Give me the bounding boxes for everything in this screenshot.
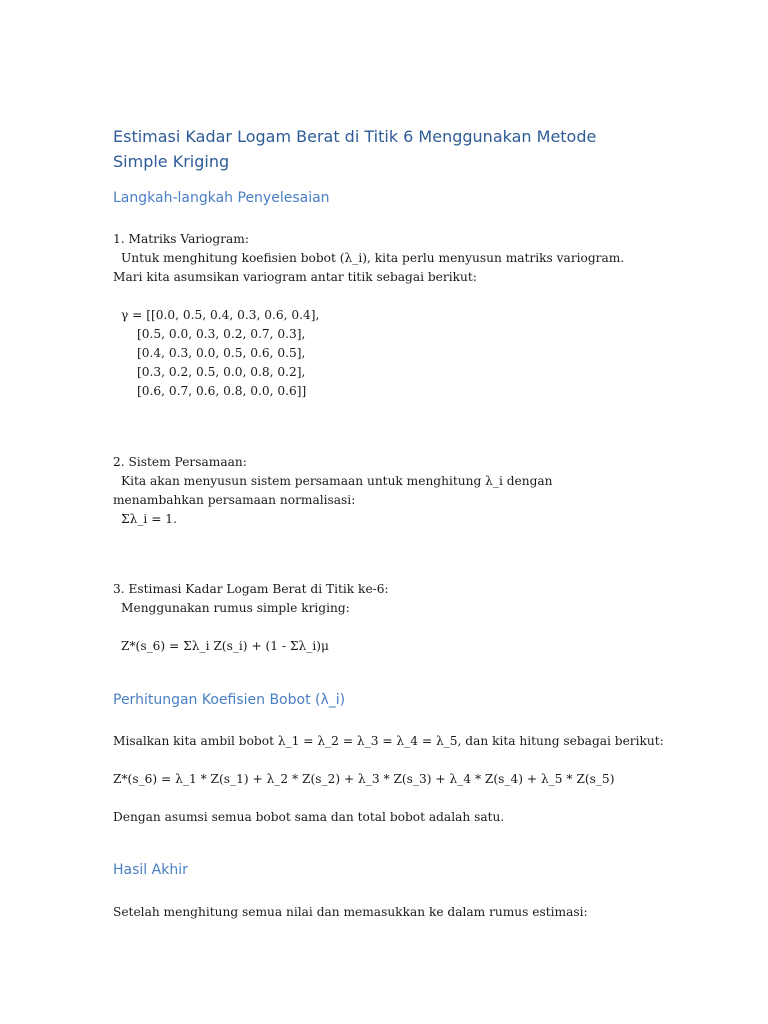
matrix-row-1: γ = [[0.0, 0.5, 0.4, 0.3, 0.6, 0.4], — [121, 308, 320, 322]
weights-p1: Misalkan kita ambil bobot λ_1 = λ_2 = λ_3 = λ_4 = λ_5, dan kita hitung sebagai berikut: — [113, 734, 664, 748]
heading-steps: Langkah-langkah Penyelesaian — [113, 190, 330, 206]
heading-result: Hasil Akhir — [113, 862, 188, 878]
heading-weights: Perhitungan Koefisien Bobot (λ_i) — [113, 692, 346, 708]
weights-p2: Z*(s_6) = λ_1 * Z(s_1) + λ_2 * Z(s_2) + λ_3 * Z(s_3) + λ_4 * Z(s_4) + λ_5 * Z(s_5) — [113, 772, 615, 786]
matrix-row-5: [0.6, 0.7, 0.6, 0.8, 0.0, 0.6]] — [137, 384, 307, 398]
step2-equation: Σλ_i = 1. — [121, 512, 177, 526]
result-p1: Setelah menghitung semua nilai dan memasukkan ke dalam rumus estimasi: — [113, 905, 588, 919]
document-title: Estimasi Kadar Logam Berat di Titik 6 Menggunakan Metode Simple Kriging — [113, 127, 597, 171]
step1-text: Untuk menghitung koefisien bobot (λ_i), kita perlu menyusun matriks variogram. Mari kita asumsikan variogram antar titik sebagai berikut: — [113, 251, 625, 284]
matrix-row-2: [0.5, 0.0, 0.3, 0.2, 0.7, 0.3], — [137, 327, 306, 341]
step3-title: 3. Estimasi Kadar Logam Berat di Titik ke-6: — [113, 582, 389, 596]
step3-text: Menggunakan rumus simple kriging: — [121, 601, 350, 615]
step2-text: Kita akan menyusun sistem persamaan untuk menghitung λ_i dengan menambahkan persamaan normalisasi: — [113, 474, 553, 507]
step1-title: 1. Matriks Variogram: — [113, 232, 249, 246]
matrix-row-4: [0.3, 0.2, 0.5, 0.0, 0.8, 0.2], — [137, 365, 306, 379]
weights-p3: Dengan asumsi semua bobot sama dan total bobot adalah satu. — [113, 810, 505, 824]
step3-equation: Z*(s_6) = Σλ_i Z(s_i) + (1 - Σλ_i)μ — [121, 639, 329, 653]
matrix-row-3: [0.4, 0.3, 0.0, 0.5, 0.6, 0.5], — [137, 346, 306, 360]
step2-title: 2. Sistem Persamaan: — [113, 455, 247, 469]
